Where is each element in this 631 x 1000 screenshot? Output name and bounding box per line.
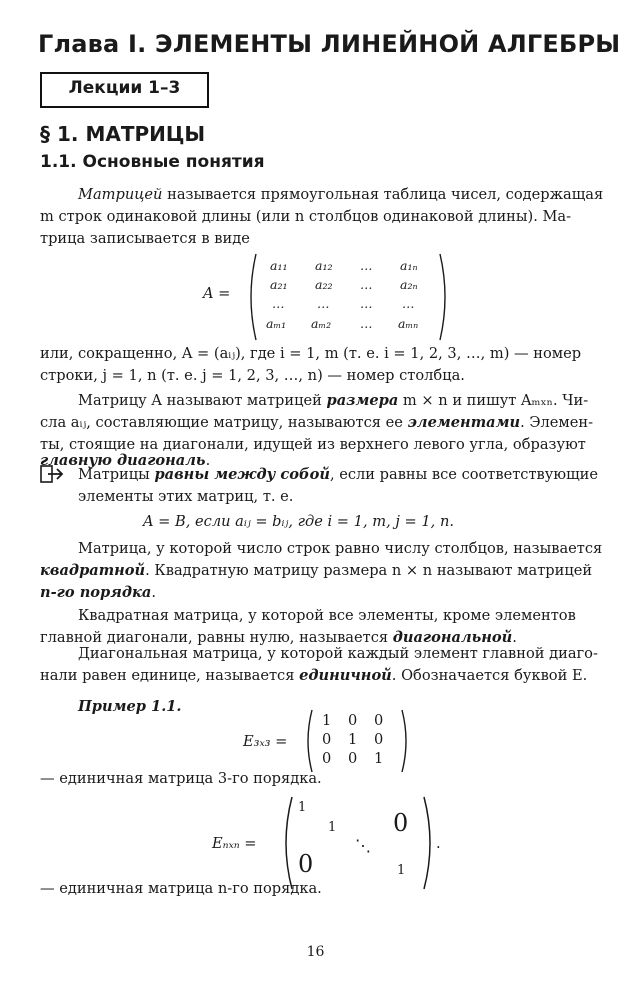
p4-text: , если равны все соответствующие	[329, 466, 598, 483]
matrix-a-cell: a₂₂	[315, 277, 333, 292]
en-period: .	[436, 835, 441, 852]
en-one: 1	[328, 820, 337, 835]
p5-text: .	[151, 584, 156, 601]
matrix-a-cell: a₂ₙ	[400, 277, 418, 292]
paragraph-6-line-2	[40, 629, 517, 646]
right-paren	[424, 797, 430, 889]
term-order: n-го порядка	[40, 584, 152, 601]
matrix-a-cell: …	[360, 316, 373, 331]
matrix-a-cell: aₘₙ	[398, 316, 419, 331]
matrix-a-cell: aₘ₂	[311, 316, 332, 331]
paragraph-4-line-2: элементы этих матриц, т. е.	[78, 488, 294, 505]
e3-cell: 0	[374, 712, 384, 729]
en-lhs: Eₙₓₙ =	[212, 835, 257, 852]
p5-text: . Квадратную матрицу размера n × n называют матрицей	[145, 562, 593, 579]
paragraph-5-line-1: Матрица, у которой число строк равно числу столбцов, называется	[78, 540, 603, 557]
paragraph-1-line-3: трица записывается в виде	[40, 230, 250, 247]
paragraph-1-line-2: m строк одинаковой длины (или n столбцов одинаковой длины). Ма-	[40, 208, 572, 225]
page-number: 16	[306, 944, 325, 960]
paragraph-1-line-1	[78, 186, 603, 203]
p7-text: нали равен единице, называется	[40, 667, 300, 684]
p6-text: главной диагонали, равны нулю, называется	[40, 629, 393, 646]
term-square: квадратной	[40, 562, 146, 579]
e3-cell: 1	[348, 731, 358, 748]
matrix-a-cell: a₁₁	[270, 258, 288, 273]
e3-cell: 0	[322, 731, 332, 748]
paragraph-3-line-1	[78, 392, 588, 409]
section-title: § 1. МАТРИЦЫ	[40, 122, 206, 146]
paragraph-3-line-3: ты, стоящие на диагонали, идущей из верхнего левого угла, образуют	[40, 436, 586, 453]
term-main-diagonal: главную диагональ	[40, 452, 206, 469]
matrix-a-cell: …	[402, 296, 415, 311]
matrix-a-cell: a₁₂	[315, 258, 333, 273]
p6-text: .	[512, 629, 517, 646]
right-paren	[402, 710, 406, 772]
e3-cell: 0	[348, 712, 358, 729]
term-diagonal: диагональной	[392, 629, 513, 646]
e3-cell: 1	[374, 750, 384, 767]
equality-formula: A = B, если aᵢⱼ = bᵢⱼ, где i = 1, m, j = 1, n.	[143, 513, 454, 530]
p7-text: . Обозначается буквой E.	[391, 667, 588, 684]
p3-text: . Элемен-	[520, 414, 594, 431]
matrix-a-cell: a₁ₙ	[400, 258, 418, 273]
pointing-hand-icon	[40, 463, 66, 485]
e3-caption: — единичная матрица 3-го порядка.	[40, 770, 322, 787]
term-unit: единичной	[299, 667, 392, 684]
matrix-a-cell: …	[360, 258, 373, 273]
matrix-a-cell: …	[317, 296, 330, 311]
p3-text: Матрицу A называют матрицей	[78, 392, 327, 409]
en-zero: 0	[393, 809, 409, 837]
paragraph-7-line-2	[40, 667, 587, 684]
en-dots: ⋱	[355, 836, 371, 855]
term-elements: элементами	[407, 414, 521, 431]
chapter-title: Глава I. ЭЛЕМЕНТЫ ЛИНЕЙНОЙ АЛГЕБРЫ	[38, 30, 621, 58]
left-paren	[308, 710, 312, 772]
e3-cell: 0	[322, 750, 332, 767]
matrix-a-cell: a₂₁	[270, 277, 288, 292]
en-one: 1	[397, 863, 406, 878]
en-one: 1	[298, 800, 307, 815]
paragraph-4-line-1	[78, 466, 598, 483]
p1-line1-text: называется прямоугольная таблица чисел, содержащая	[162, 186, 604, 203]
paragraph-6-line-1: Квадратная матрица, у которой все элементы, кроме элементов	[78, 607, 576, 624]
p3-text: m × n и пишут Aₘₓₙ. Чи-	[398, 392, 589, 409]
paragraph-5-line-2	[40, 562, 592, 579]
right-paren	[440, 254, 445, 340]
lectures-box	[40, 72, 209, 108]
p3-text: сла aᵢⱼ, составляющие матрицу, называются ее	[40, 414, 408, 431]
paragraph-2-line-1: или, сокращенно, A = (aᵢⱼ), где i = 1, m (т. е. i = 1, 2, 3, …, m) — номер	[40, 345, 582, 362]
term-matrix: Матрицей	[78, 186, 163, 203]
term-equal: равны между собой	[154, 466, 330, 483]
subsection-title: 1.1. Основные понятия	[40, 152, 265, 172]
lectures-label: Лекции 1–3	[68, 78, 181, 98]
p4-text: Матрицы	[78, 466, 155, 483]
left-paren	[251, 254, 256, 340]
matrix-a-cell: aₘ₁	[266, 316, 287, 331]
example-label: Пример 1.1.	[78, 698, 182, 715]
matrix-a-cell: …	[360, 277, 373, 292]
paragraph-5-line-3	[40, 584, 156, 601]
matrix-a-cell: …	[360, 296, 373, 311]
paragraph-7-line-1: Диагональная матрица, у которой каждый элемент главной диаго-	[78, 645, 598, 662]
matrix-a-cell: …	[272, 296, 285, 311]
matrix-a-lhs: A =	[203, 285, 231, 302]
p3-text: .	[205, 452, 211, 469]
e3-cell: 0	[348, 750, 358, 767]
paragraph-3-line-2	[40, 414, 593, 431]
en-caption: — единичная матрица n-го порядка.	[40, 880, 322, 897]
e3-cell: 0	[374, 731, 384, 748]
left-paren	[286, 797, 292, 889]
e3-cell: 1	[322, 712, 332, 729]
paragraph-2-line-2: строки, j = 1, n (т. е. j = 1, 2, 3, …, n) — номер столбца.	[40, 367, 465, 384]
e3-lhs: E₃ₓ₃ =	[243, 733, 288, 750]
en-zero: 0	[298, 850, 314, 878]
term-size: размера	[326, 392, 399, 409]
